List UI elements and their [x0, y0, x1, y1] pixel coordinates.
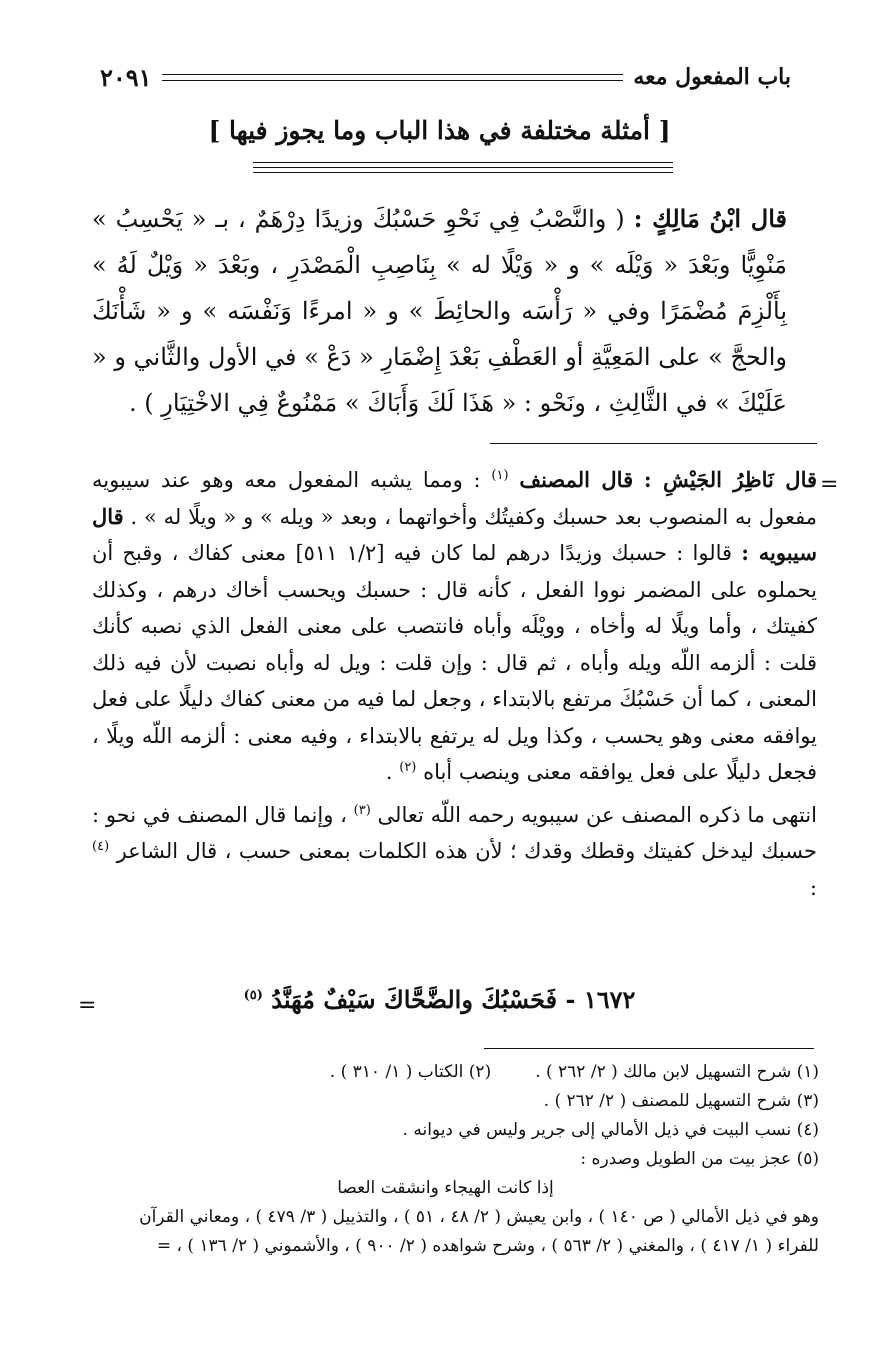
matn-separator [490, 443, 817, 444]
footnote-rule [484, 1048, 814, 1049]
verse-text: فَحَسْبُكَ والضَّحَّاكَ سَيْفٌ مُهَنَّدُ [271, 985, 558, 1014]
footnote-5-continuation: وهو في ذيل الأمالي ( ص ١٤٠ ) ، وابن يعيش ( ٢/ ٤٨ ، ٥١ ) ، والتذييل ( ٣/ ٤٧٩ ) ، ومعاني القرآن [139, 1207, 819, 1227]
commentary-text: : [809, 875, 817, 900]
footnote-ref: (٣) [353, 802, 371, 818]
sibawayh-label: قال سيبويه : [92, 503, 817, 565]
footnote-4: (٤) نسب البيت في ذيل الأمالي إلى جرير وليس في ديوانه . [402, 1120, 819, 1140]
section-heading-rules [253, 162, 673, 177]
commentary-text: : ومما يشبه المفعول معه وهو عند سيبويه مفعول به المنصوب بعد حسبك وكفيتُك وأخواتهما ، وبعد « ويله » و « ويلًا له » . [92, 468, 817, 529]
margin-equals-mark: = [78, 993, 97, 1018]
running-header [100, 62, 791, 92]
matn-text-block [92, 196, 787, 426]
verse-number: ١٦٧٢ - [565, 985, 636, 1014]
footnote-5: (٥) عجز بيت من الطويل وصدره : [580, 1149, 819, 1169]
matn-speaker: قال ابْنُ مَالِكٍ : [633, 204, 787, 233]
commentary-text: انتهى ما ذكره المصنف عن سيبويه رحمه اللّه تعالى [377, 802, 817, 827]
commentary-paragraph-1: قال نَاظِرُ الجَيْشِ : قال المصنف $^{(١)}$ : ومما يشبه المفعول معه وهو عند سيبويه مفعول به المنصوب بعد حسبك وكفيتُك وأخواتهما ، وبعد « ويله » و « ويلًا له » . قال سيبويه : قالوا : حسبك وزيدًا درهم لما كان فيه [١/٢ ٥١١] معنى كفاك ، وقبح أن يحملوه على المضمر نووا الفعل ، كأنه قال : حسبك ويحسب أخاك درهم ، وكذلك كفيتك ، وأما ويلًا له وأخاه ، وويْلَه وأباه فانتصب على معنى الفعل الذي نصبه كأنك قلت : ألزمه اللّه ويله وأباه ، ثم قال : وإن قلت : ويل له وأباه نصبت لأن فيه ذلك المعنى ، كما أن حَسْبُكَ مرتفع بالابتداء ، وجعل لما فيه من معنى كفاك دليلًا على فعل يوافقه معنى وهو يحسب ، وكذا ويل له يرتفع بالابتداء ، وفيه معنى : ألزمه اللّه ويلًا ، فجعل دليلًا على فعل يوافقه معنى وينصب أباه $^{(٢)}$ . [92, 467, 818, 784]
footnote-3: (٣) شرح التسهيل للمصنف ( ٢/ ٢٦٢ ) . [543, 1091, 819, 1111]
footnote-ref: (٥) [243, 988, 263, 1003]
section-heading: [ أمثلة مختلفة في هذا الباب وما يجوز فيها ] [208, 116, 671, 145]
commentary-text: ، وإنما قال المصنف في نحو : حسبك ليدخل كفيتك وقطك وقدك ؛ لأن هذه الكلمات بمعنى حسب ، قال الشاعر [92, 802, 817, 863]
sibawayh-quote: قالوا : حسبك وزيدًا درهم لما كان فيه [١/٢ ٥١١] معنى كفاك ، وقبح أن يحملوه على المضمر نووا الفعل ، كأنه قال : حسبك ويحسب أخاك درهم ، وكذلك كفيتك ، وأما ويلًا له وأخاه ، وويْلَه وأباه فانتصب على معنى الفعل الذي نصبه كأنك قلت : ألزمه اللّه ويله وأباه ، ثم قال : وإن قلت : ويل له وأباه نصبت لأن فيه ذلك المعنى ، كما أن حَسْبُكَ مرتفع بالابتداء ، وجعل لما فيه من معنى كفاك دليلًا على فعل يوافقه معنى وهو يحسب ، وكذا ويل له يرتفع بالابتداء ، وفيه معنى : ألزمه اللّه ويلًا ، فجعل دليلًا على فعل يوافقه معنى وينصب أباه [92, 541, 817, 784]
footnote-2: (٢) الكتاب ( ١/ ٣١٠ ) . [329, 1062, 492, 1082]
commentary-paragraph-2 [92, 797, 817, 907]
margin-equals-mark: = [820, 472, 839, 497]
chapter-title: باب المفعول معه [633, 64, 791, 90]
author-label: قال المصنف [519, 467, 634, 492]
commentary-speaker: قال نَاظِرُ الجَيْشِ : [643, 467, 818, 492]
verse-line [150, 985, 729, 1014]
matn-text: ( والنَّصْبُ فِي نَحْوِ حَسْبُكَ وزيدًا دِرْهَمٌ ، بـ « يَحْسِبُ » مَنْوِيًّا وبَعْدَ « وَيْلَه » و « وَيْلًا له » بِنَاصِبِ الْمَصْدَرِ ، وبَعْدَ « وَيْلٌ لَهُ » بِأَلْزِمَ مُضْمَرًا وفي « رَأْسَه والحائِطَ » و « امرءًا وَنَفْسَه » و « شَأْنَكَ والحجَّ » على المَعِيَّةِ أو العَطْفِ بَعْدَ إِضْمَارِ « دَعْ » في الأول والثَّاني و « عَلَيْكَ » في الثَّالِثِ ، ونَحْو : « هَذَا لَكَ وَأَبَاكَ » مَمْنُوعٌ فِي الاخْتِيَارِ ) . [92, 205, 787, 417]
footnote-ref: (٤) [92, 839, 110, 854]
footnote-1: (١) شرح التسهيل لابن مالك ( ٢/ ٢٦٢ ) . [535, 1062, 819, 1082]
footnotes-block [72, 1058, 819, 1261]
footnote-ref: (٢) [399, 760, 417, 775]
footnote-poem-line: إذا كانت الهيجاء وانشقت العصا [337, 1178, 554, 1198]
footnote-ref: (١) [491, 468, 509, 483]
footnote-row [72, 1058, 819, 1087]
page-number: ٢٠٩١ [100, 62, 152, 92]
footnote-5-continuation: للفراء ( ١/ ٤١٧ ) ، والمغني ( ٢/ ٥٦٣ ) ، وشرح شواهده ( ٢/ ٩٠٠ ) ، والأشموني ( ٢/ ١٣٦ ) ، = [156, 1236, 819, 1256]
header-rule [162, 74, 624, 81]
commentary-block [92, 462, 817, 906]
